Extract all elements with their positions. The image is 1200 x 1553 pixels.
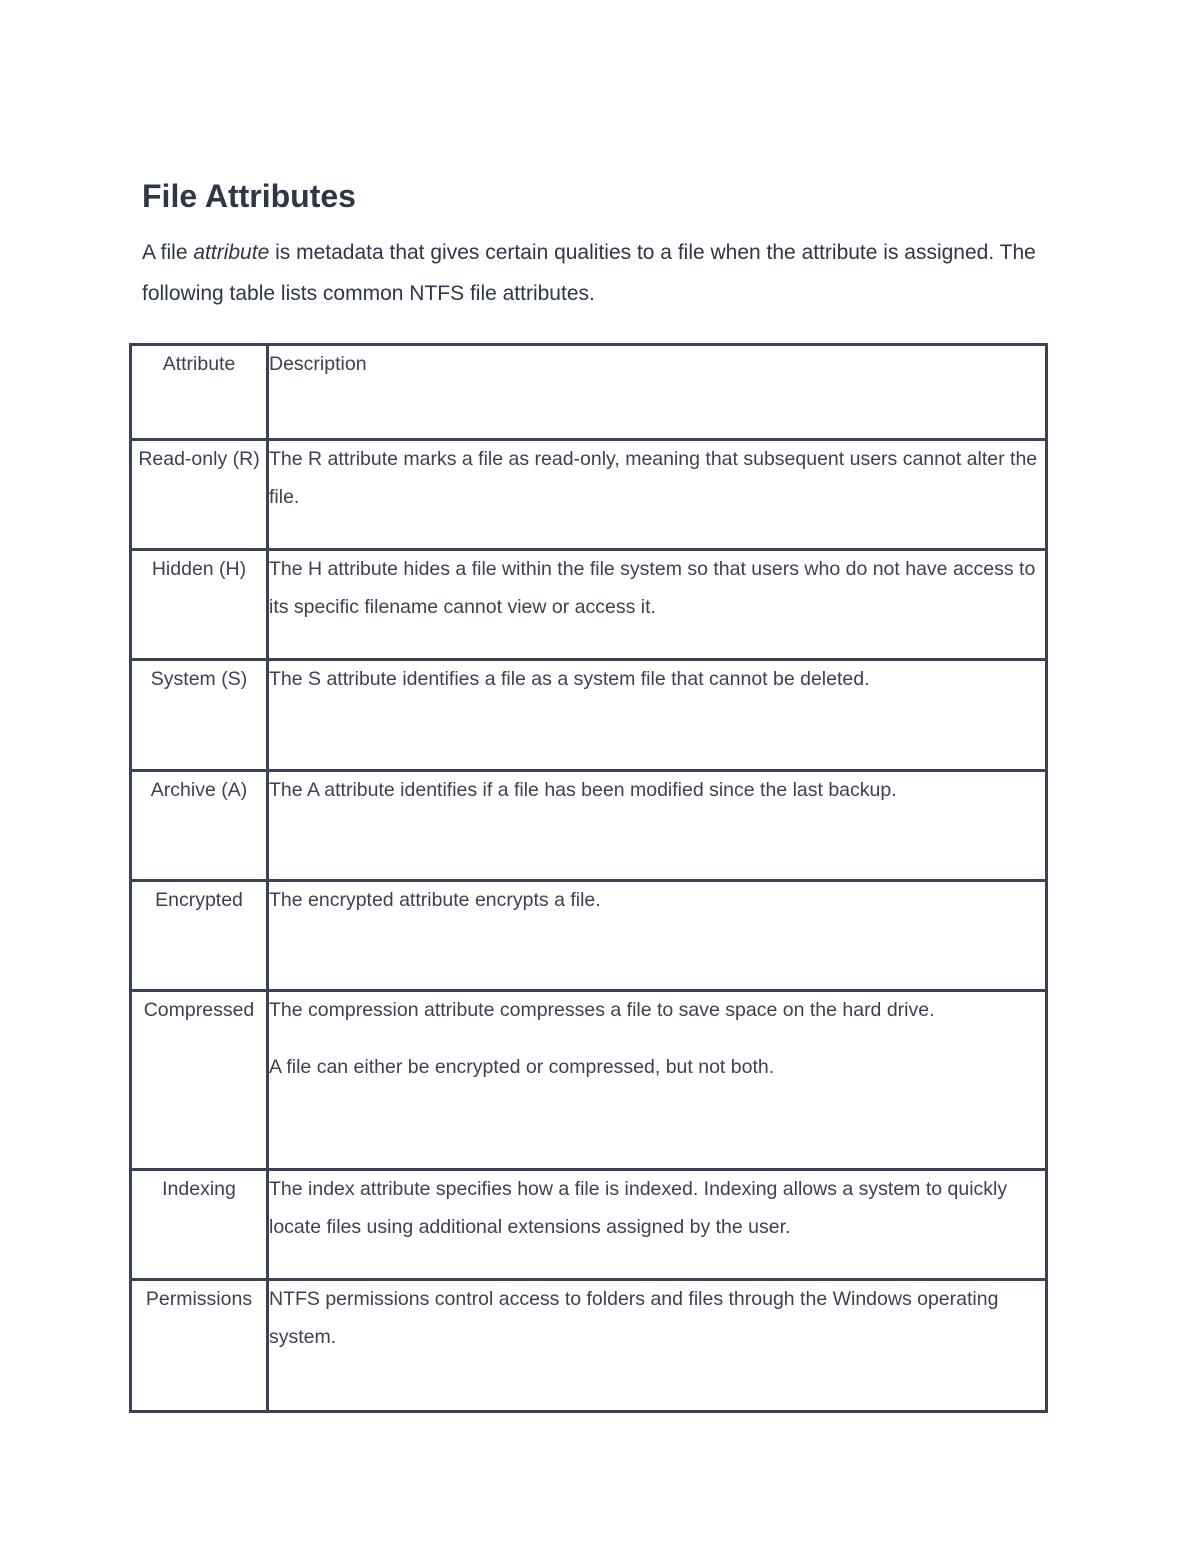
intro-text-start: A file xyxy=(142,241,194,264)
table-row xyxy=(131,440,1047,550)
table-row xyxy=(131,660,1047,771)
description-cell xyxy=(268,881,1047,991)
description-cell xyxy=(268,550,1047,660)
page-title: File Attributes xyxy=(142,178,356,214)
table-row xyxy=(131,991,1047,1170)
attribute-cell: Read-only (R) xyxy=(131,440,268,550)
attribute-cell: Permissions xyxy=(131,1280,268,1412)
attribute-cell: System (S) xyxy=(131,660,268,771)
description-text: The compression attribute compresses a file to save space on the hard drive. xyxy=(269,999,935,1021)
description-cell xyxy=(268,991,1047,1170)
header-description: Description xyxy=(268,345,1047,440)
attributes-table xyxy=(129,343,1048,1413)
description-text: The S attribute identifies a file as a system file that cannot be deleted. xyxy=(269,668,870,690)
description-text: The H attribute hides a file within the file system so that users who do not have access to its specific filename cannot view or access it. xyxy=(269,558,1036,618)
table-header-row xyxy=(131,345,1047,440)
table-row xyxy=(131,1280,1047,1412)
attribute-cell: Indexing xyxy=(131,1170,268,1280)
table-row xyxy=(131,550,1047,660)
table-row xyxy=(131,881,1047,991)
description-text: The index attribute specifies how a file is indexed. Indexing allows a system to quickly locate files using additional extensions assigned by the user. xyxy=(269,1178,1008,1238)
description-cell xyxy=(268,1280,1047,1412)
table-row xyxy=(131,771,1047,881)
description-cell xyxy=(268,771,1047,881)
description-cell xyxy=(268,1170,1047,1280)
attribute-cell: Archive (A) xyxy=(131,771,268,881)
description-text: NTFS permissions control access to folders and files through the Windows operating system. xyxy=(269,1288,999,1348)
description-note: A file can either be encrypted or compressed, but not both. xyxy=(269,1055,775,1078)
intro-emphasis: attribute xyxy=(193,241,270,264)
description-text: The encrypted attribute encrypts a file. xyxy=(269,889,601,911)
attribute-cell: Compressed xyxy=(131,991,268,1170)
description-text: The R attribute marks a file as read-only, meaning that subsequent users cannot alter the file. xyxy=(269,448,1038,508)
attribute-cell: Hidden (H) xyxy=(131,550,268,660)
header-attribute: Attribute xyxy=(131,345,268,440)
description-text: The A attribute identifies if a file has been modified since the last backup. xyxy=(269,779,897,801)
intro-text-end: is metadata that gives certain qualities to a file when the attribute is assigned. The following table lists common NTFS file attributes. xyxy=(142,241,1036,305)
attribute-cell: Encrypted xyxy=(131,881,268,991)
table-row xyxy=(131,1170,1047,1280)
description-cell xyxy=(268,660,1047,771)
intro-paragraph xyxy=(142,232,1042,314)
description-cell xyxy=(268,440,1047,550)
